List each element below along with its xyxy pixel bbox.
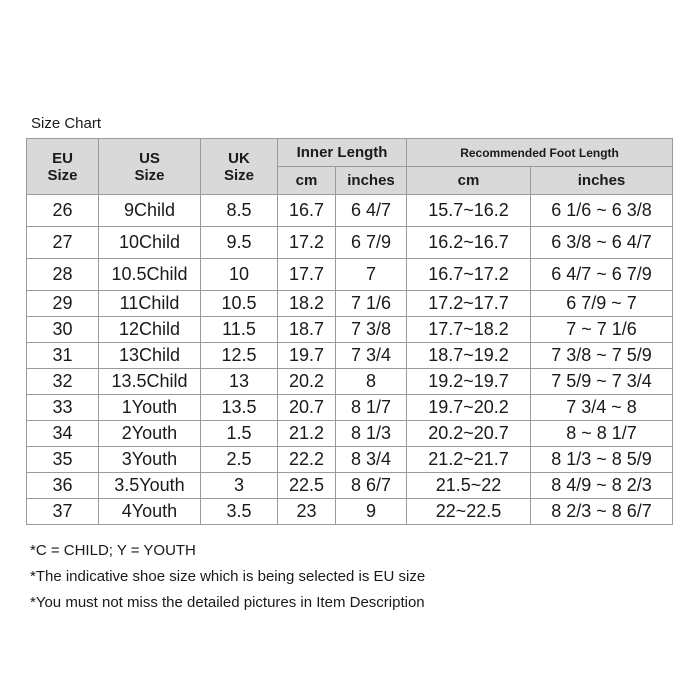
foot-inches-cell: 7 ~ 7 1/6 bbox=[531, 317, 673, 343]
uk-size-cell: 11.5 bbox=[201, 317, 278, 343]
inner-inches-cell: 6 7/9 bbox=[336, 227, 407, 259]
foot-inches-cell: 8 ~ 8 1/7 bbox=[531, 421, 673, 447]
note-child-youth: *C = CHILD; Y = YOUTH bbox=[30, 542, 196, 559]
inner-cm-cell: 23 bbox=[278, 499, 336, 525]
us-size-cell: 4Youth bbox=[99, 499, 201, 525]
inner-inches-cell: 8 3/4 bbox=[336, 447, 407, 473]
inner-inches-cell: 7 1/6 bbox=[336, 291, 407, 317]
table-row bbox=[27, 447, 673, 473]
foot-cm-cell: 16.7~17.2 bbox=[407, 259, 531, 291]
header-uk-sub: Size bbox=[223, 166, 254, 184]
header-recommended-foot-length: Recommended Foot Length bbox=[407, 139, 673, 167]
foot-cm-cell: 19.7~20.2 bbox=[407, 395, 531, 421]
uk-size-cell: 12.5 bbox=[201, 343, 278, 369]
us-size-cell: 12Child bbox=[99, 317, 201, 343]
header-eu-size bbox=[27, 139, 99, 195]
table-row bbox=[27, 395, 673, 421]
eu-size-cell: 31 bbox=[27, 343, 99, 369]
uk-size-cell: 2.5 bbox=[201, 447, 278, 473]
size-chart-title: Size Chart bbox=[31, 115, 102, 132]
eu-size-cell: 28 bbox=[27, 259, 99, 291]
header-row-1 bbox=[27, 139, 673, 167]
table-row bbox=[27, 291, 673, 317]
inner-cm-cell: 18.2 bbox=[278, 291, 336, 317]
eu-size-cell: 27 bbox=[27, 227, 99, 259]
eu-size-cell: 37 bbox=[27, 499, 99, 525]
us-size-cell: 3Youth bbox=[99, 447, 201, 473]
foot-inches-cell: 7 3/8 ~ 7 5/9 bbox=[531, 343, 673, 369]
table-row bbox=[27, 227, 673, 259]
uk-size-cell: 10.5 bbox=[201, 291, 278, 317]
inner-inches-cell: 6 4/7 bbox=[336, 195, 407, 227]
inner-cm-cell: 17.2 bbox=[278, 227, 336, 259]
header-foot-cm: cm bbox=[407, 167, 531, 195]
notes bbox=[30, 538, 425, 616]
table-header bbox=[27, 139, 673, 195]
inner-cm-cell: 19.7 bbox=[278, 343, 336, 369]
header-us-label: US bbox=[139, 149, 160, 167]
uk-size-cell: 13.5 bbox=[201, 395, 278, 421]
inner-inches-cell: 8 6/7 bbox=[336, 473, 407, 499]
inner-cm-cell: 20.7 bbox=[278, 395, 336, 421]
table-row bbox=[27, 499, 673, 525]
foot-cm-cell: 22~22.5 bbox=[407, 499, 531, 525]
inner-inches-cell: 8 1/7 bbox=[336, 395, 407, 421]
us-size-cell: 3.5Youth bbox=[99, 473, 201, 499]
foot-cm-cell: 18.7~19.2 bbox=[407, 343, 531, 369]
uk-size-cell: 8.5 bbox=[201, 195, 278, 227]
foot-inches-cell: 8 1/3 ~ 8 5/9 bbox=[531, 447, 673, 473]
header-inner-cm: cm bbox=[278, 167, 336, 195]
inner-cm-cell: 22.2 bbox=[278, 447, 336, 473]
us-size-cell: 10.5Child bbox=[99, 259, 201, 291]
us-size-cell: 13.5Child bbox=[99, 369, 201, 395]
eu-size-cell: 35 bbox=[27, 447, 99, 473]
eu-size-cell: 32 bbox=[27, 369, 99, 395]
header-uk-size bbox=[201, 139, 278, 195]
inner-cm-cell: 16.7 bbox=[278, 195, 336, 227]
us-size-cell: 13Child bbox=[99, 343, 201, 369]
note-item-description: *You must not miss the detailed pictures in Item Description bbox=[30, 594, 425, 611]
inner-inches-cell: 8 1/3 bbox=[336, 421, 407, 447]
header-eu-label: EU bbox=[52, 149, 73, 167]
foot-cm-cell: 16.2~16.7 bbox=[407, 227, 531, 259]
foot-inches-cell: 7 5/9 ~ 7 3/4 bbox=[531, 369, 673, 395]
inner-cm-cell: 22.5 bbox=[278, 473, 336, 499]
foot-cm-cell: 20.2~20.7 bbox=[407, 421, 531, 447]
eu-size-cell: 34 bbox=[27, 421, 99, 447]
inner-cm-cell: 21.2 bbox=[278, 421, 336, 447]
header-inner-inches: inches bbox=[336, 167, 407, 195]
eu-size-cell: 36 bbox=[27, 473, 99, 499]
eu-size-cell: 29 bbox=[27, 291, 99, 317]
inner-inches-cell: 7 bbox=[336, 259, 407, 291]
eu-size-cell: 30 bbox=[27, 317, 99, 343]
eu-size-cell: 33 bbox=[27, 395, 99, 421]
us-size-cell: 9Child bbox=[99, 195, 201, 227]
header-foot-inches: inches bbox=[531, 167, 673, 195]
inner-inches-cell: 9 bbox=[336, 499, 407, 525]
foot-inches-cell: 6 7/9 ~ 7 bbox=[531, 291, 673, 317]
foot-inches-cell: 7 3/4 ~ 8 bbox=[531, 395, 673, 421]
foot-cm-cell: 21.5~22 bbox=[407, 473, 531, 499]
us-size-cell: 11Child bbox=[99, 291, 201, 317]
inner-cm-cell: 20.2 bbox=[278, 369, 336, 395]
table-body bbox=[27, 195, 673, 525]
us-size-cell: 10Child bbox=[99, 227, 201, 259]
us-size-cell: 2Youth bbox=[99, 421, 201, 447]
size-chart-table bbox=[26, 138, 673, 525]
header-inner-length: Inner Length bbox=[278, 139, 407, 167]
us-size-cell: 1Youth bbox=[99, 395, 201, 421]
table-row bbox=[27, 195, 673, 227]
foot-inches-cell: 6 1/6 ~ 6 3/8 bbox=[531, 195, 673, 227]
foot-cm-cell: 17.7~18.2 bbox=[407, 317, 531, 343]
table-row bbox=[27, 421, 673, 447]
header-eu-sub: Size bbox=[47, 166, 78, 184]
table-row bbox=[27, 473, 673, 499]
foot-inches-cell: 6 4/7 ~ 6 7/9 bbox=[531, 259, 673, 291]
uk-size-cell: 13 bbox=[201, 369, 278, 395]
header-us-size bbox=[99, 139, 201, 195]
note-eu-size: *The indicative shoe size which is being selected is EU size bbox=[30, 568, 426, 585]
foot-cm-cell: 19.2~19.7 bbox=[407, 369, 531, 395]
uk-size-cell: 10 bbox=[201, 259, 278, 291]
header-us-sub: Size bbox=[134, 166, 165, 184]
inner-inches-cell: 7 3/4 bbox=[336, 343, 407, 369]
inner-cm-cell: 17.7 bbox=[278, 259, 336, 291]
foot-inches-cell: 6 3/8 ~ 6 4/7 bbox=[531, 227, 673, 259]
foot-cm-cell: 17.2~17.7 bbox=[407, 291, 531, 317]
foot-inches-cell: 8 4/9 ~ 8 2/3 bbox=[531, 473, 673, 499]
inner-inches-cell: 7 3/8 bbox=[336, 317, 407, 343]
inner-inches-cell: 8 bbox=[336, 369, 407, 395]
eu-size-cell: 26 bbox=[27, 195, 99, 227]
table-row bbox=[27, 259, 673, 291]
header-uk-label: UK bbox=[228, 149, 250, 167]
uk-size-cell: 9.5 bbox=[201, 227, 278, 259]
foot-cm-cell: 21.2~21.7 bbox=[407, 447, 531, 473]
foot-inches-cell: 8 2/3 ~ 8 6/7 bbox=[531, 499, 673, 525]
uk-size-cell: 1.5 bbox=[201, 421, 278, 447]
table-row bbox=[27, 317, 673, 343]
foot-cm-cell: 15.7~16.2 bbox=[407, 195, 531, 227]
inner-cm-cell: 18.7 bbox=[278, 317, 336, 343]
uk-size-cell: 3.5 bbox=[201, 499, 278, 525]
table-row bbox=[27, 343, 673, 369]
table-row bbox=[27, 369, 673, 395]
uk-size-cell: 3 bbox=[201, 473, 278, 499]
